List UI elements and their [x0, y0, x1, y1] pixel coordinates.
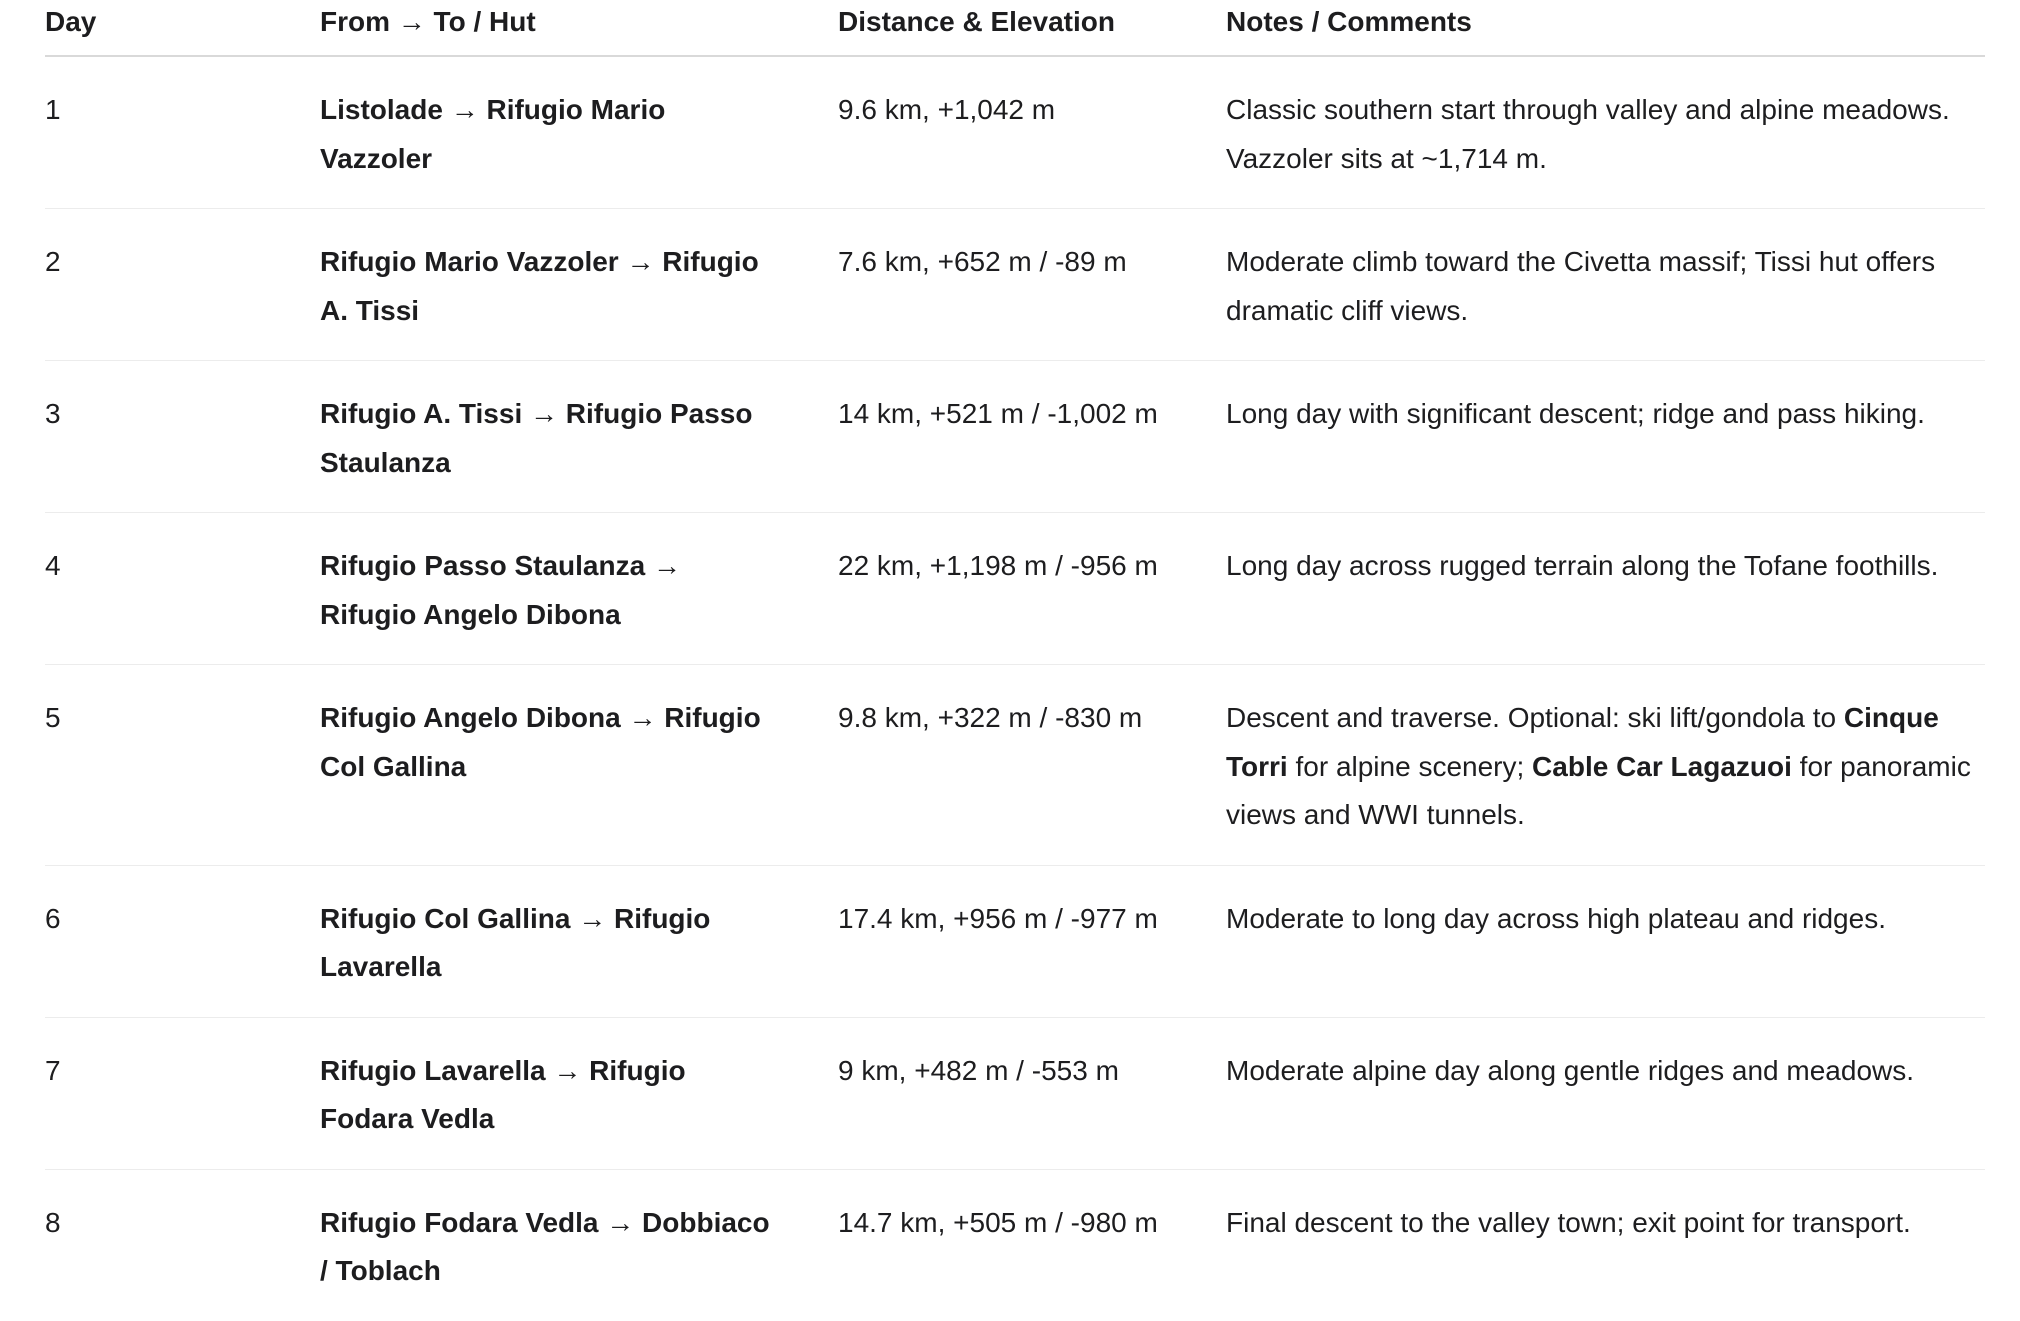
day-cell: 2 — [45, 209, 320, 361]
day-cell: 6 — [45, 865, 320, 1017]
distance-elevation-cell: 9.6 km, +1,042 m — [838, 56, 1226, 209]
notes-cell — [1226, 865, 1985, 1017]
notes-cell — [1226, 665, 1985, 866]
notes-cell — [1226, 1169, 1985, 1321]
route-cell: Rifugio Angelo Dibona → Rifugio Col Gallina — [320, 665, 838, 866]
table-header — [45, 0, 1985, 56]
notes-cell — [1226, 1017, 1985, 1169]
itinerary-table-container — [45, 0, 1985, 1321]
distance-elevation-cell: 14.7 km, +505 m / -980 m — [838, 1206, 1158, 1238]
header-notes: Notes / Comments — [1226, 0, 1985, 56]
notes-text: Moderate alpine day along gentle ridges and meadows. — [1226, 1054, 1915, 1086]
itinerary-table — [45, 0, 1985, 1321]
distance-elevation-cell: 9.8 km, +322 m / -830 m — [838, 665, 1226, 866]
notes-cell — [1226, 361, 1985, 513]
notes-text: Moderate climb toward the Civetta massif; Tissi hut offers dramatic cliff views. — [1226, 246, 1936, 326]
table-row — [45, 513, 1985, 665]
route-cell: Listolade → Rifugio Mario Vazzoler — [320, 56, 838, 209]
distance-elevation-cell: 17.4 km, +956 m / -977 m — [838, 865, 1226, 1017]
notes-text: for alpine scenery; — [1287, 750, 1533, 782]
table-row — [45, 209, 1985, 361]
day-cell: 1 — [45, 56, 320, 209]
distance-elevation-cell: 7.6 km, +652 m / -89 m — [838, 209, 1226, 361]
day-cell: 3 — [45, 361, 320, 513]
table-row — [45, 1169, 1985, 1321]
notes-text: Moderate to long day across high plateau and ridges. — [1226, 902, 1886, 934]
notes-text: Long day with significant descent; ridge and pass hiking. — [1226, 398, 1925, 429]
notes-cell — [1226, 209, 1985, 361]
notes-text: Descent and traverse. Optional: ski lift/gondola to — [1226, 702, 1844, 733]
table-row — [45, 665, 1985, 866]
table-row — [45, 1017, 1985, 1169]
notes-cell — [1226, 513, 1985, 665]
header-route: From → To / Hut — [320, 0, 838, 56]
table-body — [45, 56, 1985, 1321]
header-day: Day — [45, 0, 320, 56]
day-cell: 7 — [45, 1017, 320, 1169]
table-row — [45, 865, 1985, 1017]
day-cell: 8 — [45, 1206, 61, 1238]
header-row — [45, 0, 1985, 56]
route-cell: Rifugio Fodara Vedla → Dobbiaco / Toblach — [320, 1206, 770, 1286]
table-row — [45, 56, 1985, 209]
day-cell: 4 — [45, 513, 320, 665]
notes-text: Classic southern start through valley and alpine meadows. Vazzoler sits at ~1,714 m. — [1226, 94, 1950, 174]
distance-elevation-cell: 14 km, +521 m / -1,002 m — [838, 361, 1226, 513]
route-cell: Rifugio Lavarella → Rifugio Fodara Vedla — [320, 1017, 838, 1169]
route-cell: Rifugio Mario Vazzoler → Rifugio A. Tissi — [320, 209, 838, 361]
route-cell: Rifugio A. Tissi → Rifugio Passo Staulanza — [320, 361, 838, 513]
day-cell: 5 — [45, 665, 320, 866]
table-row — [45, 361, 1985, 513]
notes-cell — [1226, 56, 1985, 209]
notes-emphasis: Cable Car Lagazuoi — [1532, 750, 1792, 782]
notes-emphasis: Cinque Torri — [1226, 702, 1939, 782]
notes-text: Final descent to the valley town; exit point for transport. — [1226, 1206, 1911, 1238]
route-cell: Rifugio Passo Staulanza → Rifugio Angelo Dibona — [320, 513, 838, 665]
distance-elevation-cell: 22 km, +1,198 m / -956 m — [838, 513, 1226, 665]
route-cell: Rifugio Col Gallina → Rifugio Lavarella — [320, 865, 838, 1017]
notes-text: Long day across rugged terrain along the Tofane foothills. — [1226, 550, 1939, 581]
distance-elevation-cell: 9 km, +482 m / -553 m — [838, 1017, 1226, 1169]
notes-text: for panoramic views and WWI tunnels. — [1226, 750, 1971, 830]
header-distance: Distance & Elevation — [838, 0, 1226, 56]
